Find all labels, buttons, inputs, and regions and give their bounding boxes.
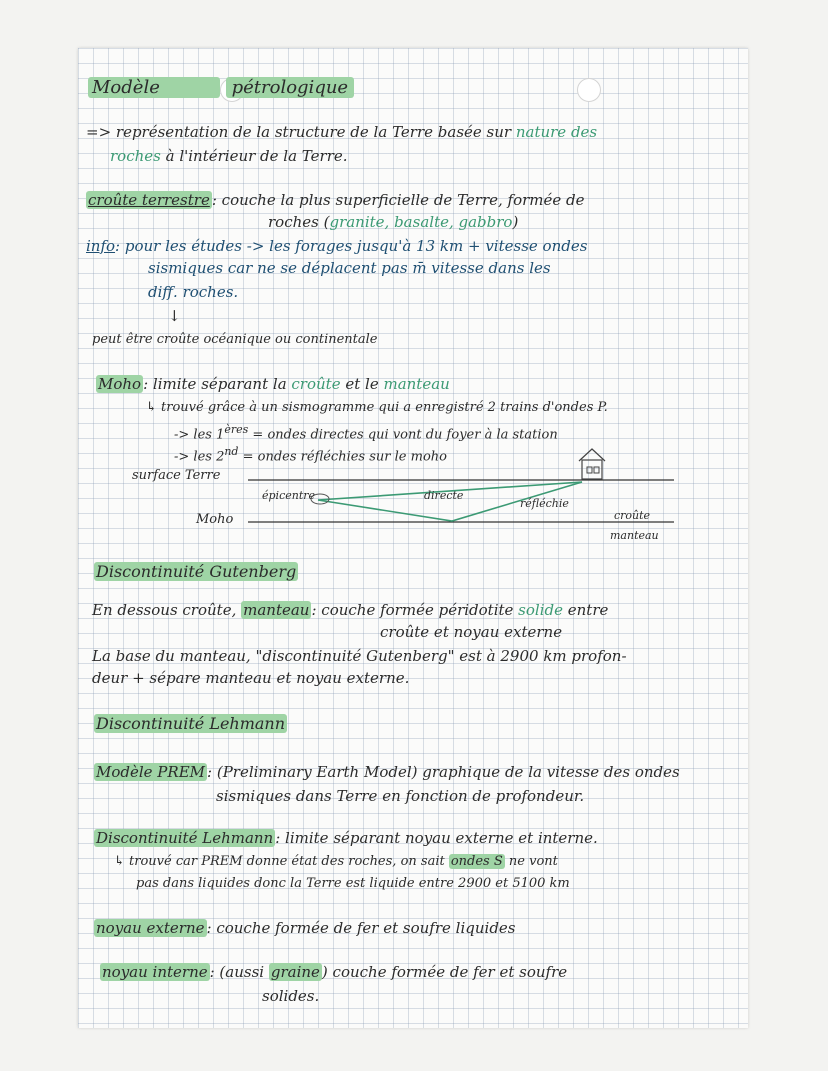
intro-text: => représentation de la structure de la Terre basée sur <box>86 123 516 141</box>
gutenberg-text-1b: : couche formée péridotite <box>311 601 519 619</box>
crust-types: peut être croûte océanique ou continentale <box>92 332 378 347</box>
manteau-term: manteau <box>243 601 310 619</box>
lehmann-text-2a: ↳ trouvé car PREM donne état des roches, on sait <box>114 854 449 869</box>
prem-term: Modèle PREM <box>96 763 206 781</box>
diagram-moho-label: Moho <box>196 512 234 527</box>
gutenberg-line-2: croûte et noyau externe <box>380 623 563 641</box>
diagram-mantle-label: manteau <box>610 529 659 542</box>
info-text-1: : pour les études -> les forages jusqu'à 13 km + vitesse ondes <box>115 237 588 255</box>
diagram-direct-label: directe <box>424 489 464 502</box>
diagram-reflected-label: réfléchie <box>520 497 569 510</box>
outer-core-line <box>94 918 516 938</box>
lehmann-heading <box>94 714 287 734</box>
prem-line-2: sismiques dans Terre en fonction de profondeur. <box>216 787 585 805</box>
moho-sup-2: nd <box>224 445 239 458</box>
crust-text-2a: roches ( <box>268 213 330 231</box>
gutenberg-text-1a: En dessous croûte, <box>92 601 242 619</box>
gutenberg-heading-text: Discontinuité Gutenberg <box>96 562 297 581</box>
moho-croute: croûte <box>291 375 341 393</box>
down-arrow: ↓ <box>168 307 181 325</box>
prem-text-1: : (Preliminary Earth Model) graphique de la vitesse des ondes <box>207 763 680 781</box>
outer-core-text: : couche formée de fer et soufre liquides <box>206 919 516 937</box>
info-line-2: sismiques car ne se déplacent pas m̄ vitesse dans les <box>148 259 551 277</box>
info-line-3: diff. roches. <box>148 283 239 301</box>
moho-text-4a: -> les 2 <box>174 449 225 465</box>
crust-rocks: granite, basalte, gabbro <box>329 213 513 231</box>
inner-core-line-1 <box>100 962 567 982</box>
moho-term: Moho <box>98 375 142 393</box>
moho-sup-1: ères <box>224 423 249 436</box>
diagram-epicenter-label: épicentre <box>262 489 316 502</box>
crust-text: : couche la plus superficielle de Terre, formée de <box>211 191 585 209</box>
moho-manteau: manteau <box>383 375 450 393</box>
outer-core-term: noyau externe <box>96 919 205 937</box>
inner-core-text-1a: : (aussi <box>209 963 269 981</box>
moho-line-2: ↳ trouvé grâce à un sismogramme qui a enregistré 2 trains d'ondes P. <box>146 400 608 415</box>
moho-text-1a: : limite séparant la <box>143 375 292 393</box>
lehmann-heading-text: Discontinuité Lehmann <box>96 714 286 733</box>
gutenberg-line-3: La base du manteau, "discontinuité Gutenberg" est à 2900 km profon- <box>92 647 627 665</box>
inner-core-term: noyau interne <box>102 963 208 981</box>
gutenberg-text-1c: entre <box>562 601 609 619</box>
gutenberg-line-4: deur + sépare manteau et noyau externe. <box>92 669 410 687</box>
crust-text-2b: ) <box>512 213 519 231</box>
ondes-s: ondes S <box>450 854 503 869</box>
moho-text-1b: et le <box>340 375 384 393</box>
inner-core-text-1b: ) couche formée de fer et soufre <box>321 963 568 981</box>
intro-text-2: à l'intérieur de la Terre. <box>160 147 348 165</box>
graine-word: graine <box>270 963 320 981</box>
crust-term: croûte terrestre <box>88 191 210 209</box>
title-word-2: pétrologique <box>226 77 355 98</box>
prem-line-1 <box>94 762 680 782</box>
intro-green-2: roches <box>110 147 161 165</box>
info-label: info <box>86 237 116 255</box>
lehmann-text-2b: ne vont <box>504 854 558 869</box>
lehmann-disc-line-3: pas dans liquides donc la Terre est liquide entre 2900 et 5100 km <box>136 876 570 891</box>
gutenberg-heading <box>94 562 298 582</box>
gutenberg-line-1 <box>92 600 608 620</box>
title-word-1: Modèle <box>88 77 220 98</box>
lehmann-disc-line-2 <box>114 852 558 872</box>
inner-core-line-2: solides. <box>262 987 320 1005</box>
diagram-crust-label: croûte <box>614 509 651 522</box>
moho-text-3b: = ondes directes qui vont du foyer à la station <box>248 427 558 443</box>
lehmann-text-1: : limite séparant noyau externe et interne. <box>275 829 598 847</box>
moho-text-3a: -> les 1 <box>174 427 225 443</box>
lehmann-term: Discontinuité Lehmann <box>96 829 274 847</box>
moho-text-4b: = ondes réfléchies sur le moho <box>238 449 447 465</box>
solide-word: solide <box>518 601 563 619</box>
station-house-icon <box>579 449 605 479</box>
intro-green: nature des <box>515 123 598 141</box>
diagram-surface-label: surface Terre <box>132 468 221 483</box>
lehmann-disc-line-1 <box>94 828 598 848</box>
